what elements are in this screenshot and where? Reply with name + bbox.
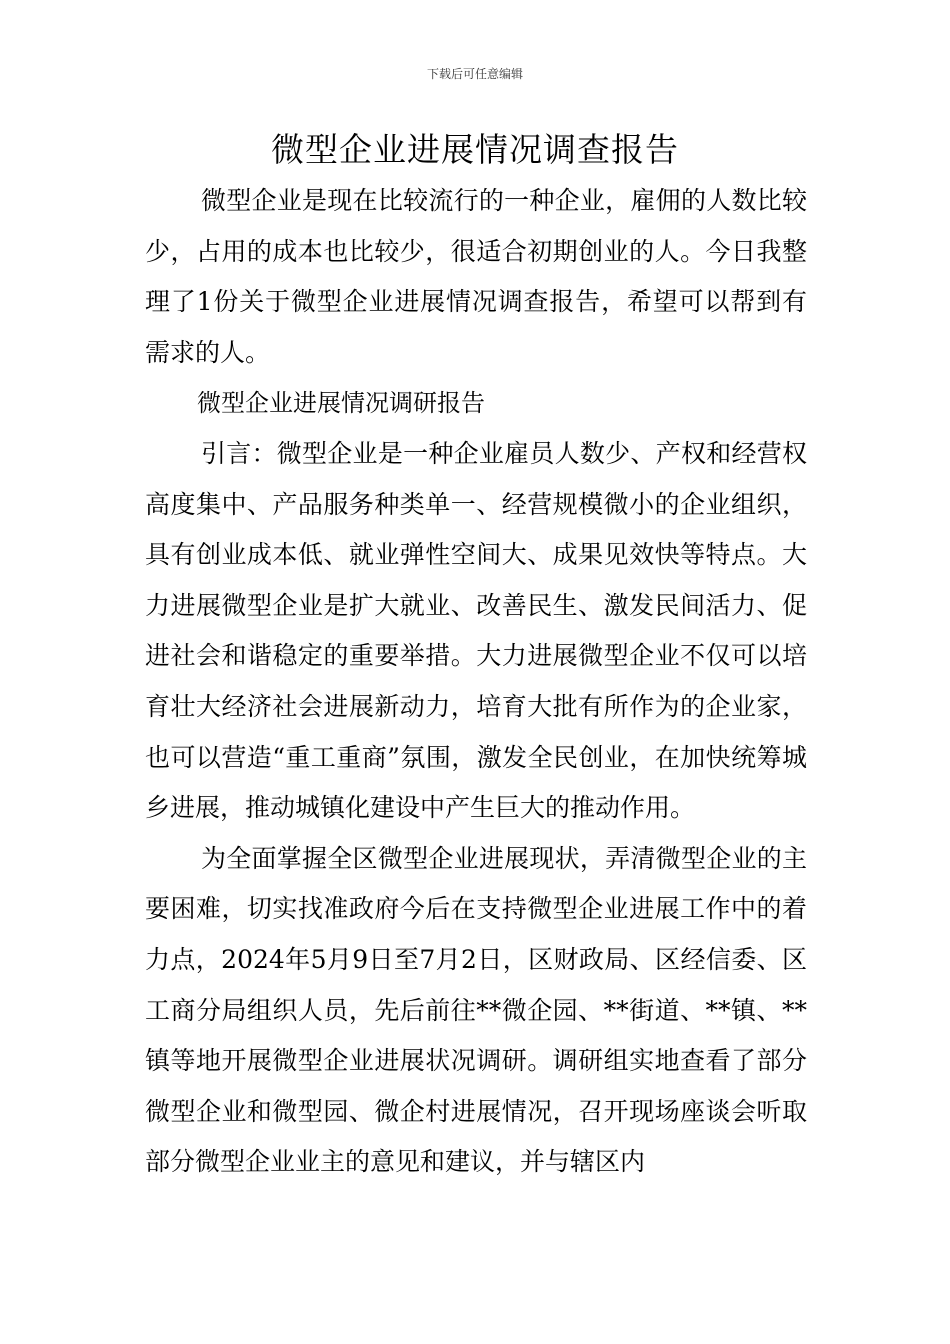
header-note: 下载后可任意编辑 <box>426 67 523 81</box>
paragraph-survey: 为全面掌握全区微型企业进展现状，弄清微型企业的主要困难，切实找准政府今后在支持微型企业进展工作中的着力点，2024年5月9日至7月2日，区财政局、区经信委、区工商分局组织人员，先后前往**微企园、**街道、**镇、**镇等地开展微型企业进展状况调研。调研组实地查看了部分微型企业和微型园、微企村进展情况，召开现场座谈会听取部分微型企业业主的意见和建议，并与辖区内 <box>145 843 807 1177</box>
paragraph-intro: 微型企业是现在比较流行的一种企业，雇佣的人数比较少，占用的成本也比较少，很适合初期创业的人。今日我整理了1份关于微型企业进展情况调查报告，希望可以帮到有需求的人。 <box>145 186 807 367</box>
paragraph-preface: 引言：微型企业是一种企业雇员人数少、产权和经营权高度集中、产品服务种类单一、经营规模微小的企业组织，具有创业成本低、就业弹性空间大、成果见效快等特点。大力进展微型企业是扩大就业、改善民生、激发民间活力、促进社会和谐稳定的重要举措。大力进展微型企业不仅可以培育壮大经济社会进展新动力，培育大批有所作为的企业家，也可以营造“重工重商”氛围，激发全民创业，在加快统筹城乡进展，推动城镇化建设中产生巨大的推动作用。 <box>145 438 807 823</box>
document-body <box>145 176 807 1188</box>
paragraph-subheading: 微型企业进展情况调研报告 <box>197 389 485 418</box>
document-title: 微型企业进展情况调查报告 <box>271 130 679 169</box>
